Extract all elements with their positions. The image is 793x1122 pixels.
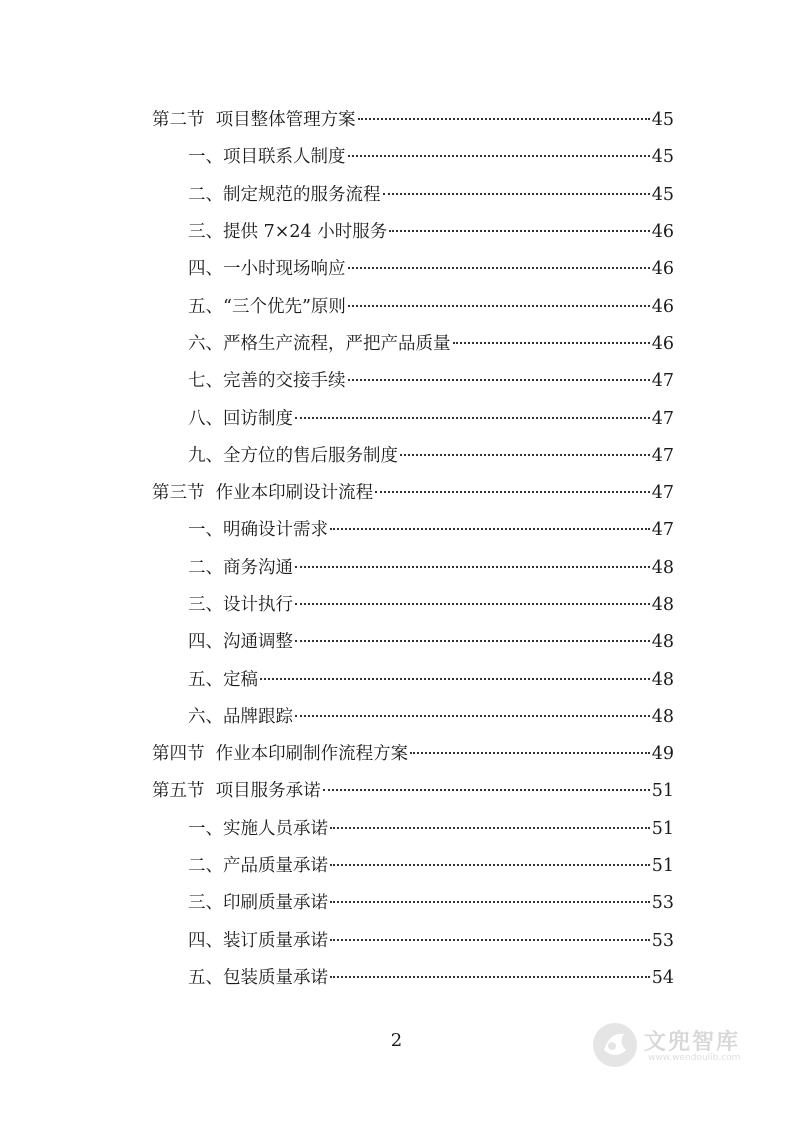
toc-entry[interactable]	[0, 398, 793, 435]
toc-dot-leader	[295, 417, 650, 419]
toc-entry[interactable]	[0, 958, 793, 995]
toc-entry-title: 沟通调整	[223, 632, 293, 653]
toc-dot-leader	[348, 305, 650, 307]
toc-entry-number: 九、	[188, 445, 223, 466]
toc-entry-title: 产品质量承诺	[223, 856, 328, 877]
toc-entry-page: 54	[651, 967, 674, 988]
toc-dot-leader	[348, 379, 650, 381]
toc-entry-title: 定稿	[223, 669, 258, 690]
toc-entry-number: 七、	[188, 371, 223, 392]
toc-entry-number: 三、	[188, 595, 223, 615]
toc-entry[interactable]	[0, 622, 793, 659]
toc-dot-leader	[323, 789, 650, 791]
toc-entry-title: 回访制度	[223, 408, 293, 429]
toc-entry-number: 第三节	[152, 483, 216, 504]
toc-entry-number: 四、	[188, 259, 223, 280]
toc-entry-page: 45	[651, 110, 674, 131]
toc-entry-number: 六、	[188, 333, 223, 354]
toc-entry-title: 作业本印刷设计流程	[215, 483, 374, 504]
toc-dot-leader	[348, 267, 650, 269]
toc-entry-title: 项目服务承诺	[215, 781, 321, 802]
watermark	[588, 1017, 768, 1073]
toc-entry-page: 48	[651, 632, 674, 653]
toc-entry-title: 印刷质量承诺	[223, 893, 328, 914]
watermark-url: www.wendoulib.com	[648, 1053, 741, 1063]
toc-dot-leader	[400, 454, 650, 456]
toc-entry[interactable]	[0, 659, 793, 696]
toc-entry-number: 一、	[188, 147, 223, 168]
toc-entry-number: 二、	[188, 557, 223, 578]
toc-entry-number: 二、	[188, 856, 223, 877]
toc-entry-title: 设计执行	[223, 595, 293, 615]
toc-entry-title: 项目联系人制度	[223, 147, 346, 168]
toc-entry-page: 48	[651, 557, 674, 578]
toc-entry[interactable]	[0, 734, 793, 771]
toc-entry-title: 包装质量承诺	[223, 967, 328, 988]
toc-entry[interactable]	[0, 473, 793, 510]
toc-entry[interactable]	[0, 809, 793, 846]
toc-entry-number: 五、	[188, 669, 223, 690]
toc-entry[interactable]	[0, 510, 793, 547]
toc-entry[interactable]	[0, 137, 793, 174]
toc-entry-page: 51	[651, 856, 674, 877]
toc-entry-number: 四、	[188, 930, 223, 951]
toc-dot-leader	[260, 678, 650, 680]
toc-dot-leader	[330, 939, 650, 941]
toc-entry-number: 二、	[188, 184, 223, 205]
toc-entry-number: 三、	[188, 222, 223, 243]
toc-entry-number: 三、	[188, 893, 223, 914]
toc-entry-title: 项目整体管理方案	[215, 110, 356, 131]
toc-dot-leader	[389, 230, 650, 232]
toc-entry-title: 严格生产流程，严把产品质量	[223, 333, 451, 354]
toc-entry-title: “三个优先”原则	[223, 296, 346, 317]
toc-entry-page: 46	[651, 333, 674, 354]
toc-entry-page: 48	[651, 595, 674, 615]
toc-dot-leader	[453, 342, 650, 344]
toc-dot-leader	[295, 566, 650, 568]
toc-dot-leader	[383, 193, 650, 195]
toc-entry[interactable]	[0, 883, 793, 920]
toc-entry[interactable]	[0, 286, 793, 323]
toc-entry-page: 46	[651, 222, 674, 243]
toc-entry[interactable]	[0, 100, 793, 137]
toc-dot-leader	[295, 603, 650, 605]
toc-dot-leader	[330, 976, 650, 978]
toc-entry-page: 47	[651, 445, 674, 466]
toc-dot-leader	[295, 640, 650, 642]
toc-entry-page: 45	[651, 184, 674, 205]
toc-entry[interactable]	[0, 324, 793, 361]
toc-entry[interactable]	[0, 212, 793, 249]
toc-entry-title: 明确设计需求	[223, 520, 328, 541]
toc-entry-number: 第五节	[152, 781, 216, 802]
toc-entry-page: 45	[651, 147, 674, 168]
toc-entry-number: 一、	[188, 520, 223, 541]
toc-dot-leader	[330, 528, 650, 530]
watermark-text: 文兜智库	[644, 1030, 741, 1055]
toc-entry[interactable]	[0, 585, 793, 622]
toc-entry-page: 47	[651, 371, 674, 392]
toc-entry-number: 第二节	[152, 110, 216, 131]
toc-dot-leader	[410, 752, 650, 754]
toc-entry-title: 品牌跟踪	[223, 706, 293, 727]
brand-logo-icon	[590, 1020, 640, 1070]
toc-entry-title: 装订质量承诺	[223, 930, 328, 951]
toc-entry-title: 一小时现场响应	[223, 259, 346, 280]
toc-entry[interactable]	[0, 436, 793, 473]
toc-entry-page: 47	[651, 520, 674, 541]
toc-dot-leader	[330, 864, 650, 866]
toc-entry-number: 四、	[188, 632, 223, 653]
toc-entry[interactable]	[0, 697, 793, 734]
toc-entry-page: 51	[651, 781, 674, 802]
toc-entry-number: 一、	[188, 818, 223, 839]
toc-dot-leader	[295, 715, 650, 717]
toc-entry[interactable]	[0, 771, 793, 808]
toc-entry-title: 完善的交接手续	[223, 371, 346, 392]
toc-dot-leader	[348, 155, 650, 157]
toc-entry-title: 商务沟通	[223, 557, 293, 578]
toc-entry-page: 51	[651, 818, 674, 839]
toc-entry[interactable]	[0, 921, 793, 958]
toc-entry[interactable]	[0, 548, 793, 585]
toc-entry-page: 49	[651, 744, 674, 765]
toc-entry-page: 48	[651, 706, 674, 727]
toc-entry-page: 46	[651, 259, 674, 280]
toc-entry-page: 46	[651, 296, 674, 317]
toc-entry-title: 全方位的售后服务制度	[223, 445, 398, 466]
toc-dot-leader	[330, 827, 650, 829]
toc-entry-title: 作业本印刷制作流程方案	[215, 744, 409, 765]
toc-entry-title: 实施人员承诺	[223, 818, 328, 839]
toc-entry[interactable]	[0, 175, 793, 212]
toc-dot-leader	[358, 118, 650, 120]
toc-entry-page: 47	[651, 483, 674, 504]
toc-entry-page: 47	[651, 408, 674, 429]
toc-entry-page: 53	[651, 893, 674, 914]
toc-entry-number: 六、	[188, 706, 223, 727]
toc-entry-number: 五、	[188, 296, 223, 317]
toc-entry-title: 制定规范的服务流程	[223, 184, 381, 205]
toc-entry-page: 53	[651, 930, 674, 951]
toc-entry-number: 第四节	[152, 744, 216, 765]
toc-entry-page: 48	[651, 669, 674, 690]
toc-entry[interactable]	[0, 249, 793, 286]
toc-dot-leader	[375, 491, 650, 493]
toc-entry-title: 提供 7×24 小时服务	[223, 222, 388, 243]
toc-dot-leader	[330, 901, 650, 903]
toc-entry[interactable]	[0, 361, 793, 398]
toc-entry[interactable]	[0, 846, 793, 883]
toc-entry-number: 八、	[188, 408, 223, 429]
page-number: 2	[390, 1030, 403, 1051]
toc-entry-number: 五、	[188, 967, 223, 988]
table-of-contents	[0, 100, 793, 995]
